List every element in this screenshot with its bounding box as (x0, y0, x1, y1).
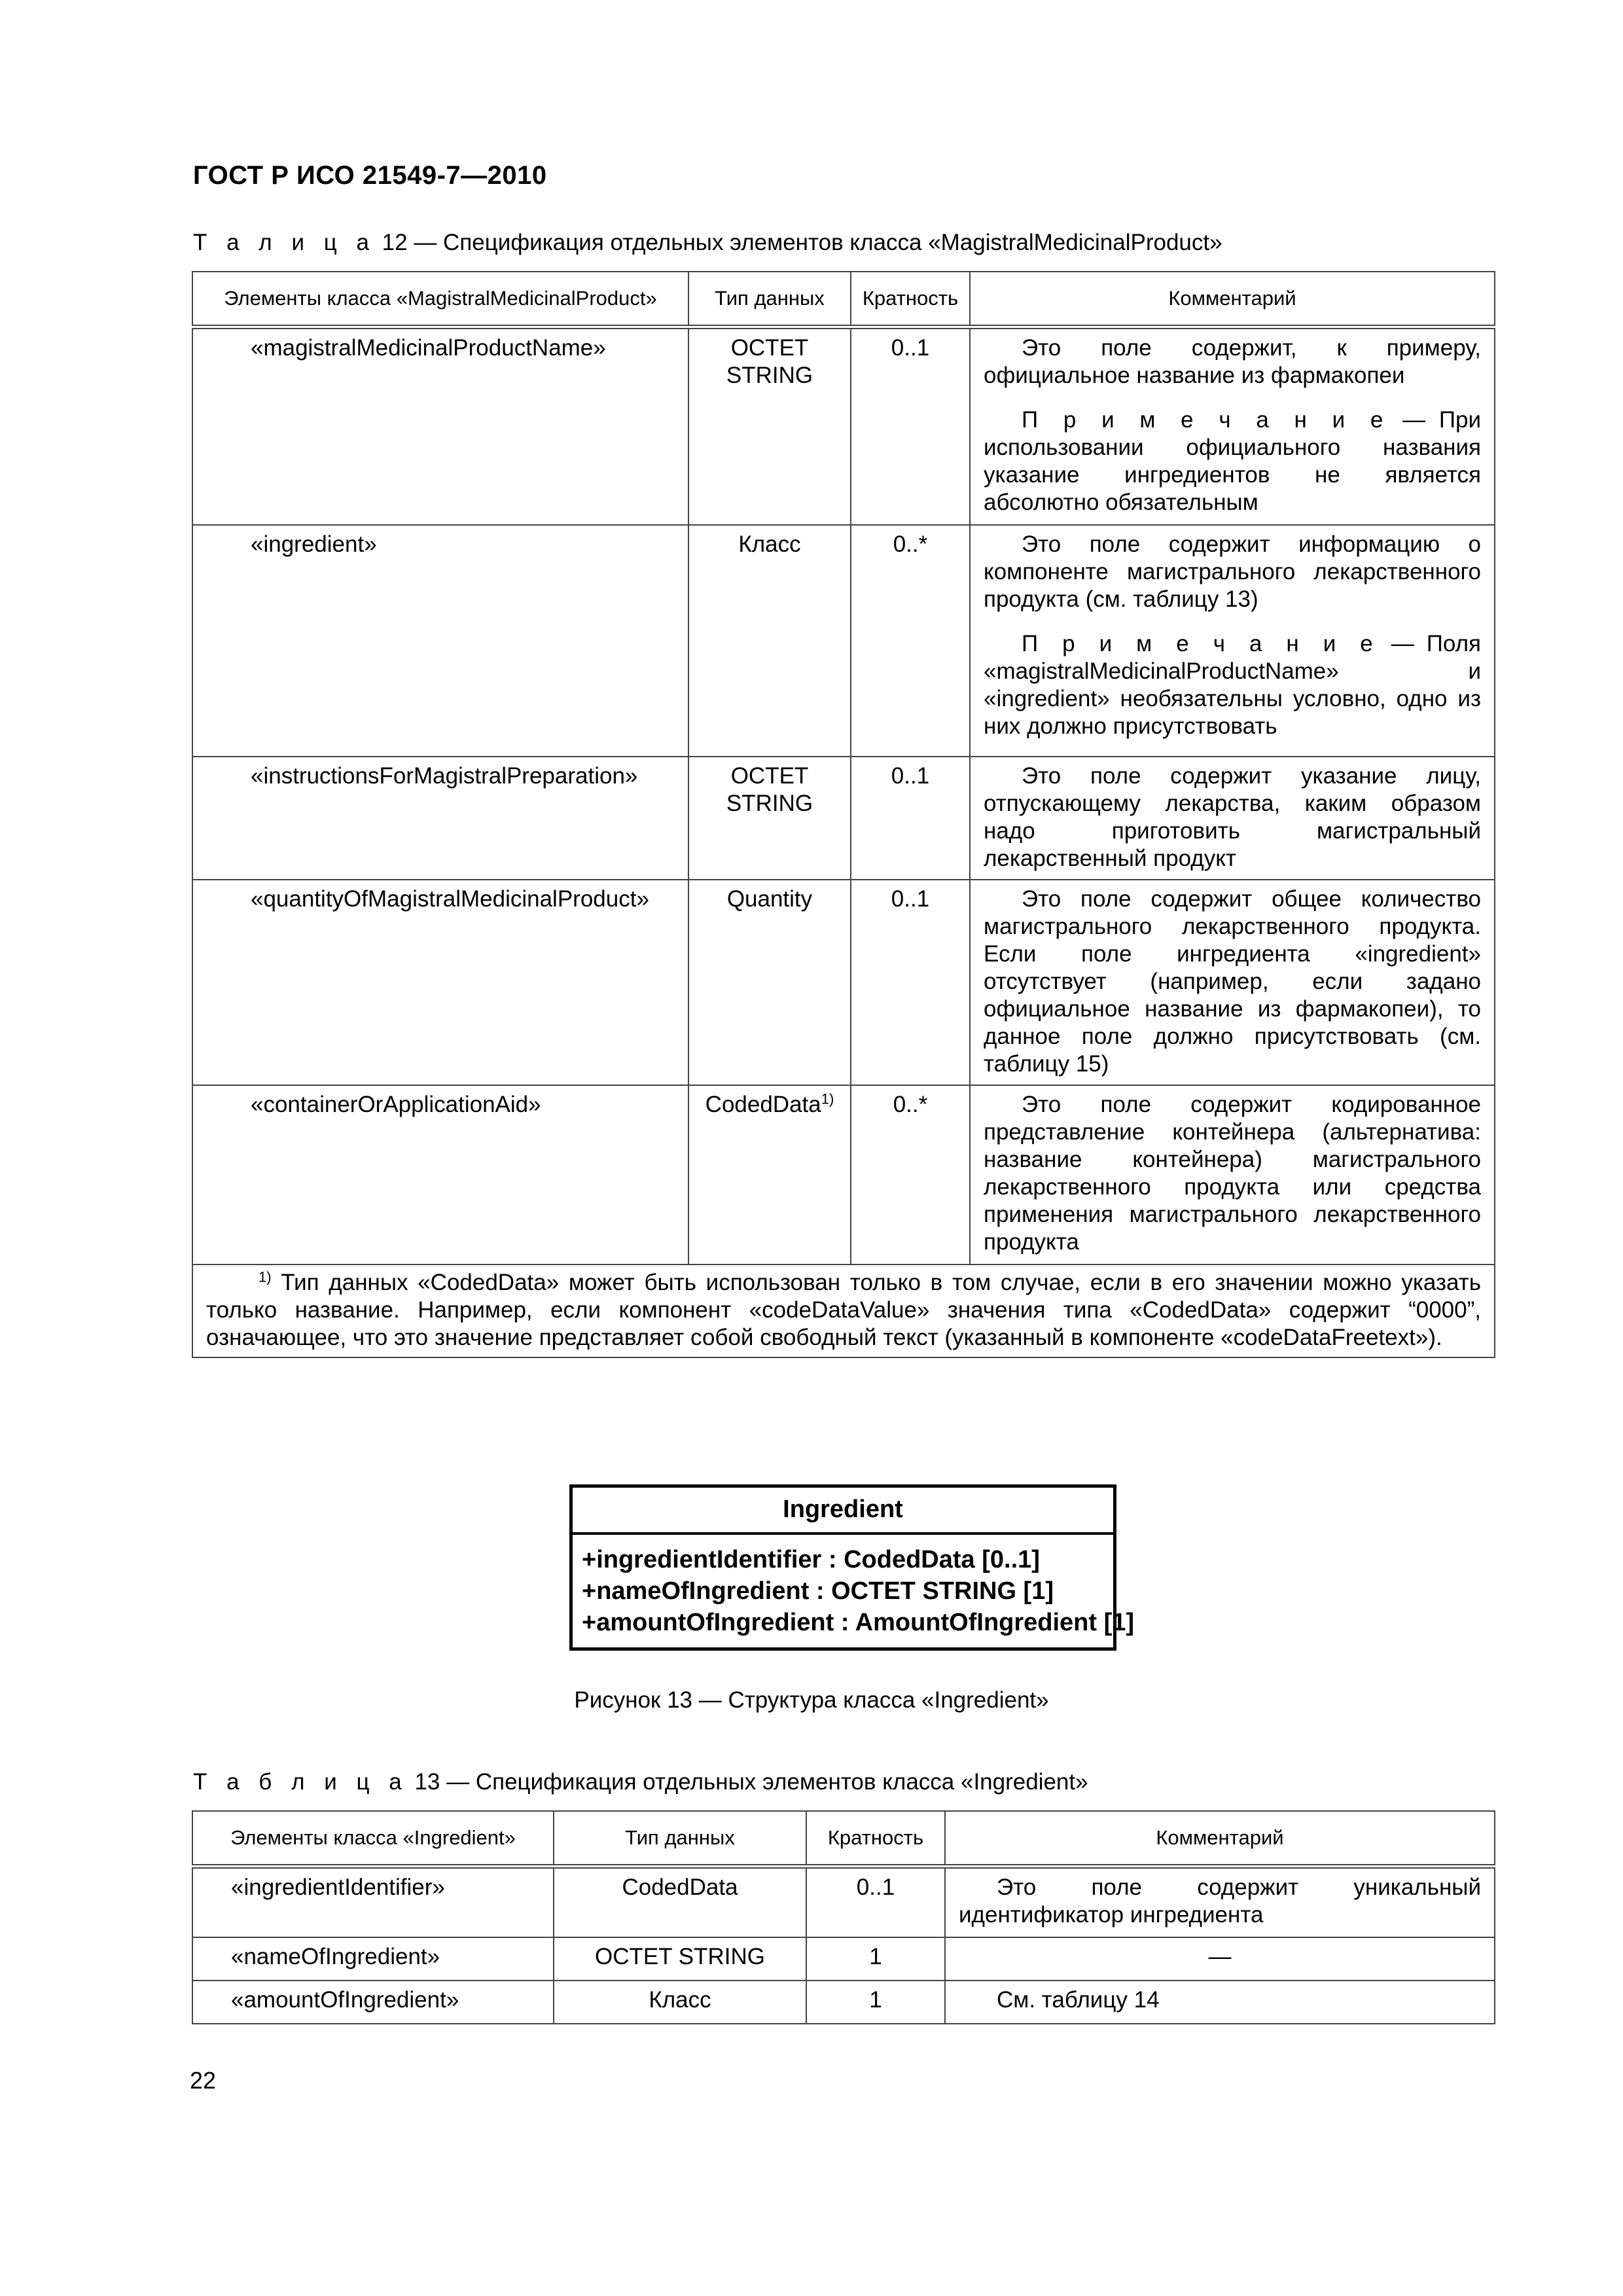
multiplicity: 0..* (851, 1085, 970, 1265)
multiplicity: 0..1 (851, 880, 970, 1085)
table-13-caption (193, 1768, 1088, 1796)
note-label: П р и м е ч а н и е (1022, 407, 1389, 433)
table-13-caption-prefix: Т а б л и ц а (193, 1769, 408, 1795)
standard-title: ГОСТ Р ИСО 21549-7—2010 (193, 161, 547, 190)
table-12-caption (193, 229, 1222, 257)
uml-attribute: +nameOfIngredient : OCTET STRING [1] (582, 1577, 1054, 1605)
element-name: «instructionsForMagistralPreparation» (192, 757, 688, 880)
table-row (192, 1937, 1495, 1981)
element-name: «magistralMedicinalProductName» (192, 327, 688, 525)
comment: См. таблицу 14 (945, 1981, 1495, 2024)
data-type-text: CodedData (705, 1091, 821, 1117)
comment-note (984, 630, 1481, 740)
comment (970, 525, 1495, 757)
element-name: «amountOfIngredient» (192, 1981, 554, 2024)
note-label: П р и м е ч а н и е (1022, 630, 1379, 656)
uml-attribute: +amountOfIngredient : AmountOfIngredient [1] (582, 1609, 1135, 1636)
column-header-type: Тип данных (688, 272, 851, 327)
table-13 (192, 1810, 1495, 2024)
note-text: — Поля «magistralMedicinalProductName» и «ingredient» необязательны условно, одно из них должно присутствовать (984, 630, 1481, 739)
element-name: «ingredient» (192, 525, 688, 757)
multiplicity: 1 (806, 1981, 945, 2024)
data-type: Класс (554, 1981, 806, 2024)
table-header-row (192, 1811, 1495, 1867)
column-header-comment: Комментарий (945, 1811, 1495, 1867)
table-footnote-row (192, 1265, 1495, 1357)
comment-text: Это поле содержит общее количество магистрального лекарственного продукта. Если поле ингредиента «ingredient» отсутствует (например, если задано официальное название из фармакопеи), то данное поле должно присутствовать (см. таблицу 15) (984, 886, 1481, 1077)
comment-text: Это поле содержит указание лицу, отпускающему лекарства, каким образом надо приготовить магистральный лекарственный продукт (984, 762, 1481, 871)
table-row (192, 757, 1495, 880)
table-header-row (192, 272, 1495, 327)
comment (970, 327, 1495, 525)
element-name: «ingredientIdentifier» (192, 1867, 554, 1937)
multiplicity: 0..* (851, 525, 970, 757)
uml-class-name: Ingredient (573, 1488, 1113, 1535)
table-row (192, 1981, 1495, 2024)
table-row (192, 327, 1495, 525)
column-header-multiplicity: Кратность (851, 272, 970, 327)
comment-text: Это поле содержит, к примеру, официальное название из фармакопеи (984, 335, 1481, 388)
table-13-caption-text: 13 — Спецификация отдельных элементов класса «Ingredient» (408, 1769, 1088, 1795)
table-12 (192, 271, 1495, 1358)
multiplicity: 0..1 (851, 757, 970, 880)
footnote-text: Тип данных «CodedData» может быть использован только в том случае, если в его значении можно указать только название. Например, если компонент «codeDataValue» значения типа «CodedData» содержит “0000”, означающее, что это значение представляет собой свободный текст (указанный в компоненте «codeDataFreetext»). (206, 1269, 1481, 1350)
comment (945, 1867, 1495, 1937)
comment (970, 880, 1495, 1085)
comment (970, 1085, 1495, 1265)
element-name: «containerOrApplicationAid» (192, 1085, 688, 1265)
uml-attribute: +ingredientIdentifier : CodedData [0..1] (582, 1546, 1040, 1573)
table-row (192, 1085, 1495, 1265)
footnote-ref: 1) (821, 1090, 834, 1107)
table-row (192, 880, 1495, 1085)
comment-text: Это поле содержит уникальный идентификатор ингредиента (959, 1874, 1481, 1928)
multiplicity: 0..1 (851, 327, 970, 525)
page-number: 22 (190, 2067, 217, 2094)
table-12-caption-prefix: Т а л и ц а (193, 230, 376, 255)
data-type: Класс (688, 525, 851, 757)
data-type (688, 1085, 851, 1265)
figure-13-caption: Рисунок 13 — Структура класса «Ingredient» (574, 1687, 1049, 1713)
column-header-elements: Элементы класса «MagistralMedicinalProduct» (192, 272, 688, 327)
table-footnote (192, 1265, 1495, 1357)
element-name: «quantityOfMagistralMedicinalProduct» (192, 880, 688, 1085)
element-name: «nameOfIngredient» (192, 1937, 554, 1981)
column-header-elements: Элементы класса «Ingredient» (192, 1811, 554, 1867)
note-text: — При использовании официального названия указание ингредиентов не является абсолютно обязательным (984, 407, 1481, 515)
column-header-type: Тип данных (554, 1811, 806, 1867)
multiplicity: 0..1 (806, 1867, 945, 1937)
comment-note (984, 406, 1481, 516)
uml-class-ingredient (569, 1484, 1135, 1651)
data-type: OCTET STRING (554, 1937, 806, 1981)
column-header-comment: Комментарий (970, 272, 1495, 327)
comment: — (945, 1937, 1495, 1981)
table-row (192, 525, 1495, 757)
table-12-caption-text: 12 — Спецификация отдельных элементов класса «MagistralMedicinalProduct» (375, 230, 1222, 255)
uml-attributes (573, 1535, 1135, 1638)
data-type: OCTET STRING (688, 757, 851, 880)
data-type: CodedData (554, 1867, 806, 1937)
footnote-mark: 1) (259, 1268, 272, 1285)
comment-text: Это поле содержит кодированное представление контейнера (альтернатива: название контейнера) магистрального лекарственного продукта или средства применения магистрального лекарственного продукта (984, 1091, 1481, 1255)
multiplicity: 1 (806, 1937, 945, 1981)
column-header-multiplicity: Кратность (806, 1811, 945, 1867)
data-type: OCTET STRING (688, 327, 851, 525)
data-type: Quantity (688, 880, 851, 1085)
comment-text: Это поле содержит информацию о компоненте магистрального лекарственного продукта (см. таблицу 13) (984, 531, 1481, 612)
comment (970, 757, 1495, 880)
table-row (192, 1867, 1495, 1937)
